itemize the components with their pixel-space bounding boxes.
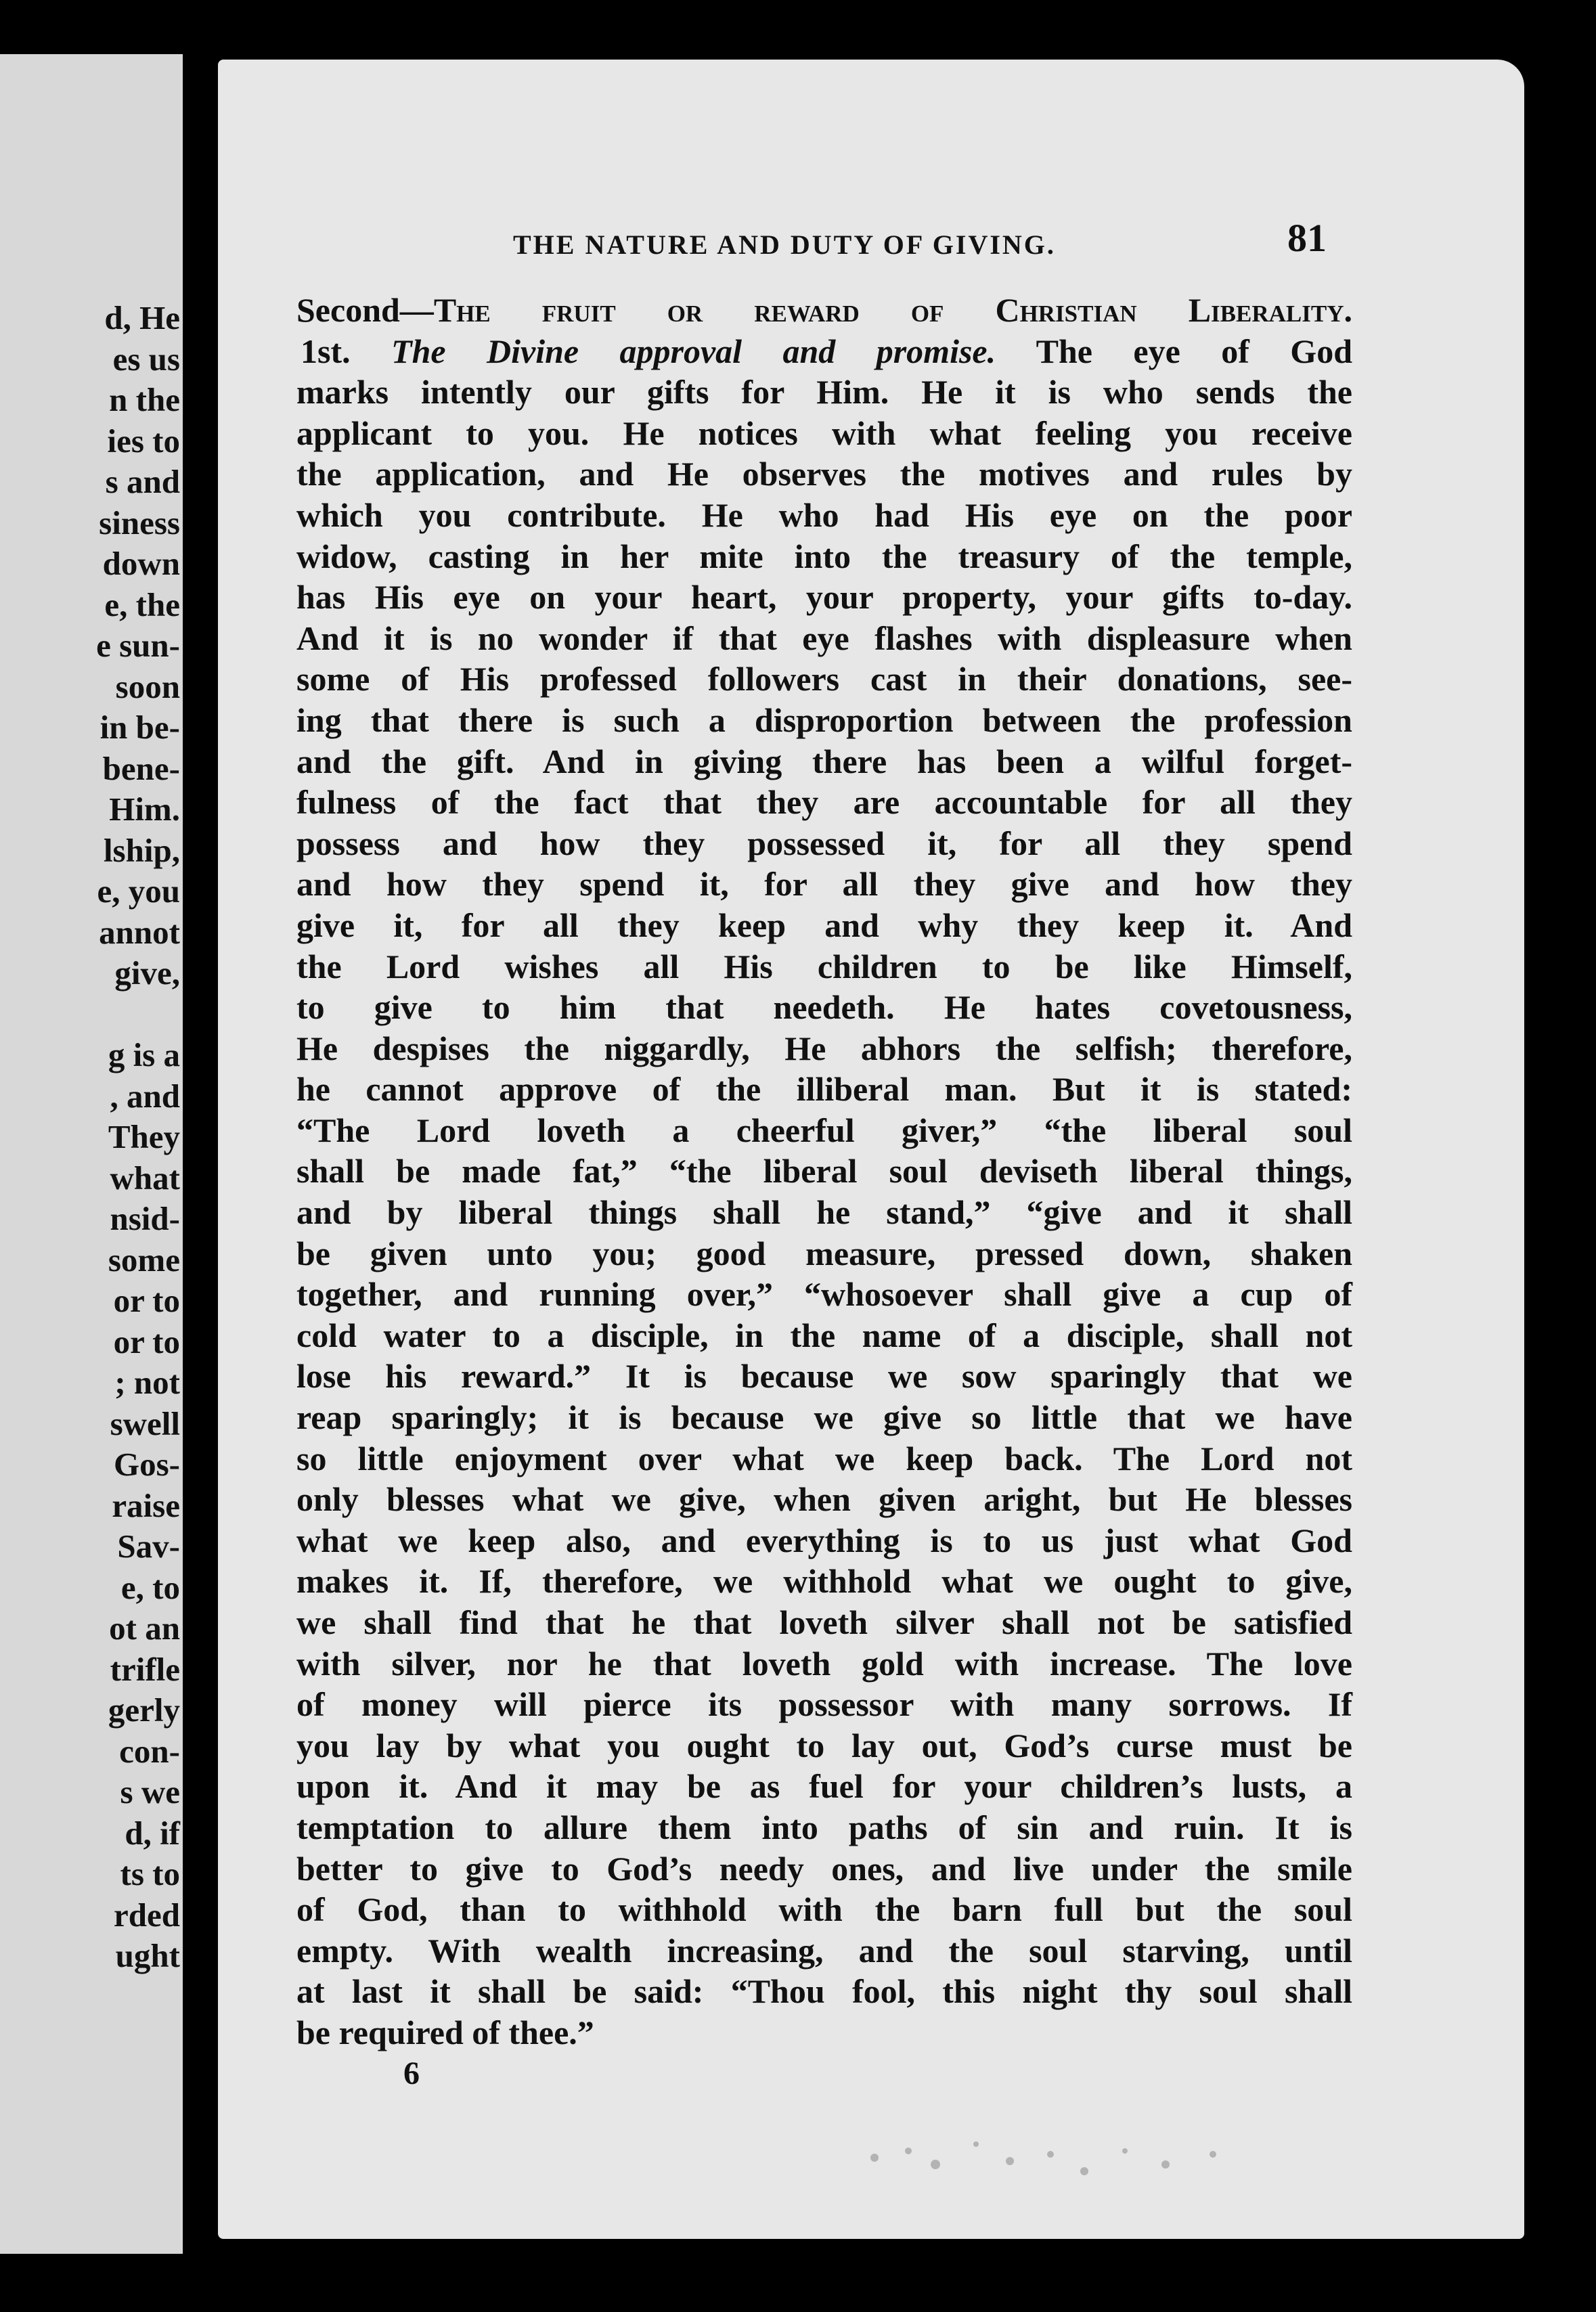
facing-page-line: lship, xyxy=(103,831,180,869)
text-line: you lay by what you ought to lay out, God’s curse must be xyxy=(296,1726,1352,1764)
text-line: possess and how they possessed it, for all they spend xyxy=(296,824,1352,862)
text-line: the application, and He observes the motives and rules by xyxy=(296,455,1352,493)
signature-mark: 6 xyxy=(403,2055,420,2091)
facing-page-line: or to xyxy=(113,1322,180,1360)
facing-page-line: Sav- xyxy=(117,1528,180,1565)
running-head xyxy=(218,214,1524,275)
facing-page-line: ts to xyxy=(120,1855,180,1892)
facing-page-line: e sun- xyxy=(96,627,180,664)
facing-page-line: in be- xyxy=(99,709,180,746)
first-line-rest: The eye of God xyxy=(996,332,1353,370)
facing-page-line: s and xyxy=(105,463,180,500)
facing-page-line: ies to xyxy=(107,422,180,460)
facing-page-line: ; not xyxy=(114,1364,180,1401)
text-line: lose his reward.” It is because we sow sparingly that we xyxy=(296,1357,1352,1396)
text-line: at last it shall be said: “Thou fool, this night thy soul shall xyxy=(296,1972,1352,2011)
facing-page-line: d, if xyxy=(125,1814,180,1852)
text-line: be required of thee.” xyxy=(296,2013,594,2051)
text-line: has His eye on your heart, your property, your gifts to-day. xyxy=(296,578,1352,617)
text-line: empty. With wealth increasing, and the soul starving, until xyxy=(296,1931,1352,1970)
text-line: shall be made fat,” “the liberal soul deviseth liberal things, xyxy=(296,1152,1352,1191)
facing-page-line xyxy=(0,994,180,1036)
text-line: reap sparingly; it is because we give so little that we have xyxy=(296,1398,1352,1437)
text-line: of God, than to withhold with the barn full but the soul xyxy=(296,1890,1352,1929)
text-line: widow, casting in her mite into the treasury of the temple, xyxy=(296,537,1352,575)
text-line: with silver, nor he that loveth gold with increase. The love xyxy=(296,1644,1352,1683)
first-line-prefix: 1st. xyxy=(301,332,392,370)
text-line: together, and running over,” “whosoever shall give a cup of xyxy=(296,1275,1352,1314)
facing-page-line: trifle xyxy=(110,1650,180,1688)
text-line: the Lord wishes all His children to be like Himself, xyxy=(296,947,1352,985)
facing-page-line: es us xyxy=(112,340,180,378)
text-line: marks intently our gifts for Him. He it is who sends the xyxy=(296,373,1352,412)
facing-page-line: bene- xyxy=(102,749,180,787)
paragraph xyxy=(296,372,1352,2053)
text-line: temptation to allure them into paths of sin and ruin. It is xyxy=(296,1808,1352,1846)
facing-page-line: e, to xyxy=(120,1568,180,1606)
body-text xyxy=(296,290,1352,2053)
text-line: to give to him that needeth. He hates covetousness, xyxy=(296,988,1352,1027)
facing-page-line: e, the xyxy=(104,585,180,623)
text-line: be given unto you; good measure, pressed down, shaken xyxy=(296,1234,1352,1272)
text-line: fulness of the fact that they are accountable for all they xyxy=(296,783,1352,822)
facing-page-line: siness xyxy=(99,504,180,541)
facing-page-line: down xyxy=(102,545,180,582)
running-head-title: THE NATURE AND DUTY OF GIVING. xyxy=(513,229,1056,260)
text-line: only blesses what we give, when given aright, but He blesses xyxy=(296,1480,1352,1519)
first-paragraph-line xyxy=(296,331,1352,372)
text-line: upon it. And it may be as fuel for your children’s lusts, a xyxy=(296,1767,1352,1806)
text-line: ing that there is such a disproportion between the profession xyxy=(296,701,1352,739)
facing-page-line: d, He xyxy=(104,299,180,336)
facing-page-line: Him. xyxy=(109,791,180,828)
text-line: cold water to a disciple, in the name of a disciple, shall not xyxy=(296,1316,1352,1354)
section-heading-prefix: Second— xyxy=(296,291,434,329)
section-heading-title: The fruit or reward of Christian Liberality. xyxy=(433,291,1352,329)
text-line: better to give to God’s needy ones, and live under the smile xyxy=(296,1849,1352,1888)
facing-page-line: Gos- xyxy=(114,1446,180,1483)
page-number: 81 xyxy=(1287,216,1327,260)
text-line: of money will pierce its possessor with many sorrows. If xyxy=(296,1685,1352,1724)
facing-page-line: con- xyxy=(119,1732,180,1770)
facing-page-line: , and xyxy=(110,1077,180,1115)
text-line: we shall find that he that loveth silver shall not be satisfied xyxy=(296,1603,1352,1641)
facing-page-line: s we xyxy=(120,1773,180,1810)
facing-page-line: swell xyxy=(110,1404,180,1442)
text-line: which you contribute. He who had His eye on the poor xyxy=(296,495,1352,534)
text-line: give it, for all they keep and why they keep it. And xyxy=(296,906,1352,944)
facing-page-line: nsid- xyxy=(110,1200,180,1237)
facing-page-text xyxy=(0,298,180,1977)
text-line: And it is no wonder if that eye flashes with displeasure when xyxy=(296,619,1352,657)
text-line: he cannot approve of the illiberal man. But it is stated: xyxy=(296,1070,1352,1109)
section-heading xyxy=(296,290,1352,331)
ink-smudge xyxy=(861,2117,1240,2198)
facing-page xyxy=(0,54,183,2254)
facing-page-line: n the xyxy=(109,381,180,418)
facing-page-line: ot an xyxy=(109,1609,180,1647)
text-line: and how they spend it, for all they give and how they xyxy=(296,865,1352,904)
facing-page-line: what xyxy=(110,1159,180,1197)
facing-page-line: give, xyxy=(114,954,180,992)
text-line: what we keep also, and everything is to us just what God xyxy=(296,1521,1352,1559)
facing-page-line: some xyxy=(108,1241,180,1279)
facing-page-line: raise xyxy=(112,1486,180,1524)
text-line: some of His professed followers cast in their donations, see- xyxy=(296,660,1352,698)
book-page xyxy=(218,60,1524,2239)
facing-page-line: or to xyxy=(113,1282,180,1319)
first-line-italic: The Divine approval and promise. xyxy=(391,332,996,370)
text-line: makes it. If, therefore, we withhold what we ought to give, xyxy=(296,1562,1352,1601)
facing-page-line: g is a xyxy=(108,1036,180,1073)
text-line: so little enjoyment over what we keep back. The Lord not xyxy=(296,1439,1352,1477)
facing-page-line: soon xyxy=(115,667,180,705)
facing-page-line: gerly xyxy=(108,1691,180,1729)
facing-page-line: e, you xyxy=(97,872,180,910)
facing-page-line: rded xyxy=(114,1896,180,1934)
text-line: “The Lord loveth a cheerful giver,” “the liberal soul xyxy=(296,1111,1352,1149)
text-line: applicant to you. He notices with what feeling you receive xyxy=(296,414,1352,452)
facing-page-line: They xyxy=(108,1118,180,1155)
facing-page-line: ught xyxy=(115,1937,180,1974)
text-line: and by liberal things shall he stand,” “give and it shall xyxy=(296,1193,1352,1232)
text-line: He despises the niggardly, He abhors the selfish; therefore, xyxy=(296,1029,1352,1067)
facing-page-line: annot xyxy=(99,913,180,951)
text-line: and the gift. And in giving there has been a wilful forget- xyxy=(296,742,1352,780)
